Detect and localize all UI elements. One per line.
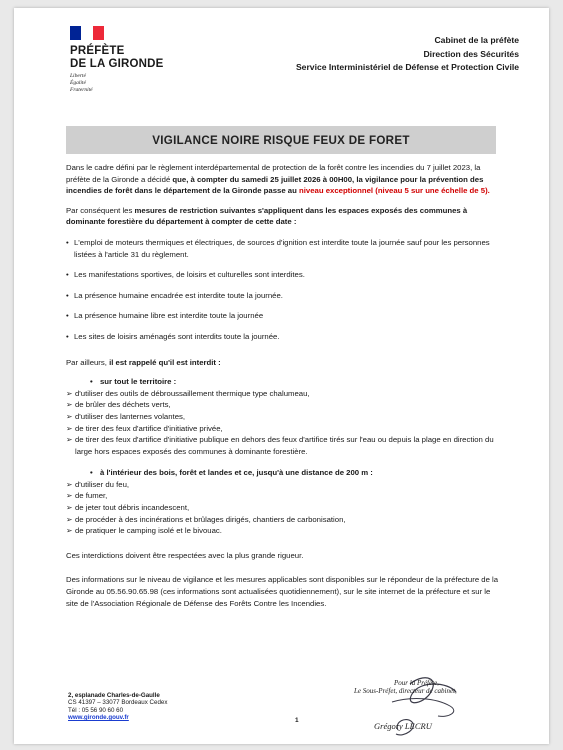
list-item: • Les manifestations sportives, de loisirs et culturelles sont interdites. xyxy=(66,270,305,280)
list-item: • L'emploi de moteurs thermiques et électriques, de sources d'ignition est interdite toute la journée sauf pour les personnes listées à l'article 31 du règlement. xyxy=(66,237,490,259)
list-item: • La présence humaine libre est interdite toute la journée xyxy=(66,311,264,321)
woods-heading: • à l'intérieur des bois, forêt et landes et ce, jusqu'à une distance de 200 m : xyxy=(90,468,373,478)
alert-banner xyxy=(66,126,496,154)
list-item: ➢ de pratiquer le camping isolé et le bivouac. xyxy=(66,526,222,536)
list-item: ➢ de tirer des feux d'artifice d'initiative publique en dehors des feux d'artifice tirés sur l'eau ou depuis la plage en direction du large hors espaces exposés des communes à dominante forestière. xyxy=(66,435,494,456)
list-item: • La présence humaine encadrée est interdite toute la journée. xyxy=(66,290,283,300)
list-item: ➢ d'utiliser du feu, xyxy=(66,479,130,489)
info-paragraph: Des informations sur le niveau de vigilance et les mesures applicables sont disponibles sur le répondeur de la préfecture de la Gironde au 05.56.90.65.98 (ces informations sont actualisées quotidiennement), sur le site internet de la préfecture et sur le site de l'Association Régionale de Défense des Forêts Contre les Incendies. xyxy=(66,575,499,608)
list-item: ➢ de brûler des déchets verts, xyxy=(66,400,171,410)
alert-level: niveau exceptionnel (niveau 5 sur une échelle de 5). xyxy=(299,186,490,196)
list-item: ➢ d'utiliser des outils de débroussaillement thermique type chalumeau, xyxy=(66,388,310,398)
page-number: 1 xyxy=(295,717,299,724)
intro-paragraph: Dans le cadre défini par le règlement interdépartemental de protection de la forêt contre les incendies du 7 juillet 2023, la préfète de la Gironde a décidé que, à compter du samedi 25 juillet 2026 à 00H00, la vigilance pour la prévention des incendies de forêt dans le département de la Gironde passe au niveau exceptionnel (niveau 5 sur une échelle de 5). xyxy=(66,163,490,196)
flag-white-stripe xyxy=(81,26,92,40)
restrictions-list xyxy=(66,237,502,343)
signature-block: Pour la Préfète, Le Sous-Préfet, directeur de cabinet, xyxy=(354,679,457,695)
alert-title: VIGILANCE NOIRE RISQUE FEUX DE FORET xyxy=(152,133,410,147)
rigor-paragraph: Ces interdictions doivent être respectées avec la plus grande rigueur. xyxy=(66,550,304,560)
list-item: ➢ d'utiliser des lanternes volantes, xyxy=(66,411,186,421)
woods-list xyxy=(66,479,502,537)
territory-list xyxy=(66,388,502,458)
list-item: ➢ de procéder à des incinérations et brûlages dirigés, chantiers de carbonisation, xyxy=(66,514,346,524)
signatory-name: Grégory LECRU xyxy=(374,721,432,731)
flag-blue-stripe xyxy=(70,26,81,40)
issuing-office: Cabinet de la préfète Direction des Sécurités Service Interministériel de Défense et Protection Civile xyxy=(295,35,519,72)
list-item: ➢ de fumer, xyxy=(66,491,108,501)
restrictions-intro: Par conséquent les mesures de restriction suivantes s'appliquent dans les espaces exposés des communes à dominante forestière du département à compter de cette date : xyxy=(66,205,468,227)
document-body xyxy=(66,162,502,609)
flag-red-stripe xyxy=(93,26,104,40)
document-page xyxy=(14,8,549,744)
list-item: ➢ de tirer des feux d'artifice d'initiative privée, xyxy=(66,423,223,433)
website-link[interactable]: www.gironde.gouv.fr xyxy=(68,714,129,722)
footer-address: 2, esplanade Charles-de-Gaulle xyxy=(68,692,160,699)
list-item: • Les sites de loisirs aménagés sont interdits toute la journée. xyxy=(66,331,280,341)
territory-heading: • sur tout le territoire : xyxy=(90,377,177,387)
list-item: ➢ de jeter tout débris incandescent, xyxy=(66,503,190,513)
prefecture-logo-title: PRÉFÈTE DE LA GIRONDE xyxy=(70,45,164,70)
footer-phone: Tél : 05 56 90 60 60 xyxy=(68,706,124,714)
page-footer: 2, esplanade Charles-de-Gaulle CS 41397 – 33077 Bordeaux Cedex Tél : 05 56 90 60 60 www.gironde.gouv.fr xyxy=(68,692,168,722)
reminder-paragraph: Par ailleurs, il est rappelé qu'il est interdit : xyxy=(66,357,221,367)
republic-motto: Liberté Égalité Fraternité xyxy=(70,73,93,93)
marianne-flag-logo xyxy=(70,26,104,40)
